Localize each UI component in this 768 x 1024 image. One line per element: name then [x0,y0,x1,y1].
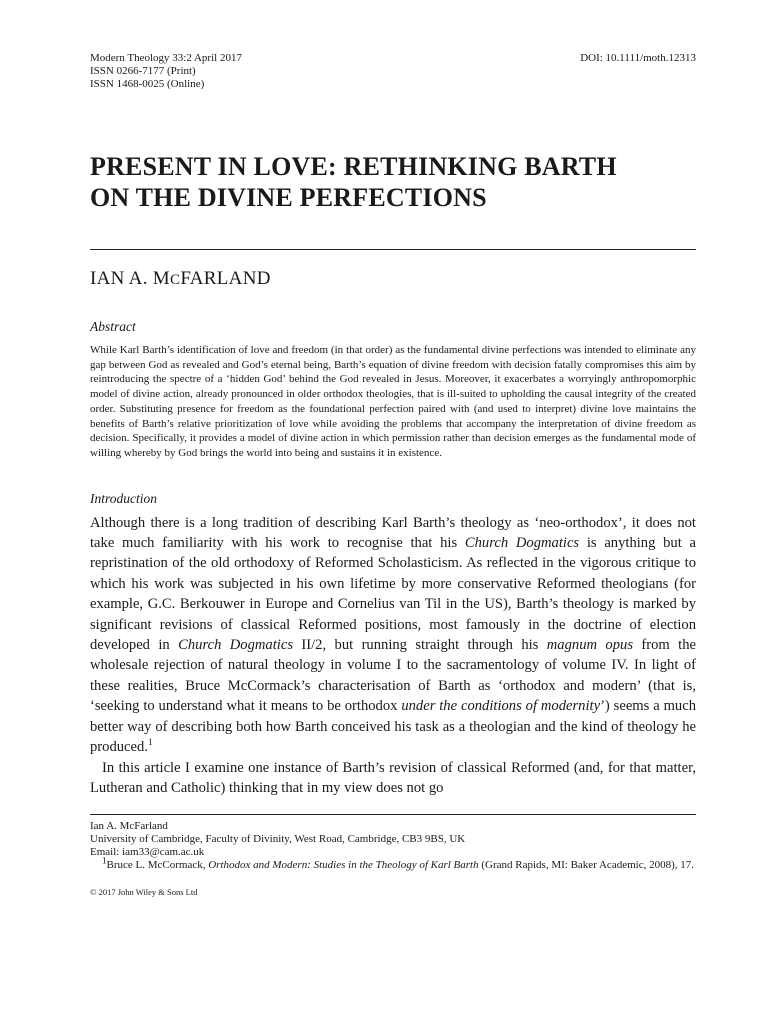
article-page [90,52,696,899]
footnote-1 [90,855,696,872]
footer-author-name: Ian A. McFarland [90,820,168,833]
issn-print: ISSN 0266-7177 (Print) [90,65,196,77]
copyright: © 2017 John Wiley & Sons Ltd [90,887,198,898]
doi[interactable]: DOI: 10.1111/moth.12313 [580,52,696,64]
text-run: Although there is a long tradition of describing Karl Barth’s theology as ‘neo-orthodox’, it does not take much familiarity with his work to recognise that his [90,514,696,552]
paragraph-2: In this article I examine one instance of Barth’s revision of classical Reformed (and, for that matter, Lutheran and Catholic) thinking that in my view does not go [90,759,696,796]
title-line-1: PRESENT IN LOVE: RETHINKING BARTH [90,152,617,181]
italic-run: under the conditions of modernity [401,698,601,715]
footer [90,820,696,899]
author-name-part2: C [170,272,181,288]
footnote-rest: (Grand Rapids, MI: Baker Academic, 2008), 17. [478,859,694,872]
text-run: ’) seems a much better way of describing both how Barth conceived his task as a theologian and the kind of theology he produced. [90,698,696,756]
italic-run: Church Dogmatics [464,535,580,552]
italic-run: magnum opus [546,637,633,654]
footer-affiliation: University of Cambridge, Faculty of Divinity, West Road, Cambridge, CB3 9BS, UK [90,833,466,846]
journal-citation: Modern Theology 33:2 April 2017 [90,52,242,64]
introduction-heading: Introduction [90,490,157,506]
footer-email[interactable]: Email: iam33@cam.ac.uk [90,846,205,859]
footnote-author: Bruce L. McCormack, [106,859,209,872]
abstract-heading: Abstract [90,319,136,334]
footnote-number: 1 [102,855,107,866]
journal-header [90,52,696,91]
text-run: II/2, but running straight through his [293,637,547,654]
footnote-divider [90,814,696,815]
title-divider [90,249,696,250]
abstract-text: While Karl Barth’s identification of love and freedom (in that order) as the fundamental divine perfections was intended to eliminate any gap between God as revealed and God’s eternal being, Barth’s equation of divine freedom with decision fatally compromises this aim by reintroducing the spectre of a ‘hidden God’ behind the God revealed in Jesus. Moreover, it exacerbates a worryingly anthropomorphic model of divine action, already pronounced in older orthodox theologies, that is ill-suited to upholding the causal integrity of the created order. Substituting presence for freedom as the foundational perfection paired with (and used to interpret) divine love maintains the benefits of Barth’s relative prioritization of love while avoiding the problems that accompany the interpretation of divine freedom as decision. Specifically, it provides a model of divine action in which permission rather than decision emerges as the fundamental mode of willing whereby by God brings the world into being and sustains it in existence. [90,344,696,459]
author-name [90,268,696,290]
author-name-part1: IAN A. M [90,268,170,289]
text-run: from the wholesale rejection of natural theology in volume I to the sacramentology of volume IV. In light of these realities, Bruce McCormack’s characterisation of Barth as ‘orthodox and modern’ (that is, ‘seeking to understand what it means to be orthodox [90,637,696,715]
issn-online: ISSN 1468-0025 (Online) [90,78,205,90]
footnote-title: Orthodox and Modern: Studies in the Theology of Karl Barth [208,859,479,872]
paragraph-1 [90,513,696,758]
text-run: is anything but a repristination of the old orthodoxy of Reformed Scholasticism. As reflected in the vigorous critique to which his work was subjected in his own lifetime by more conservative Reformed theologians (for example, G.C. Berkouwer in Europe and Cornelius van Til in the US), Barth’s theology is marked by significant revisions of classical Reformed positions, most famously in the doctrine of election developed in [90,535,697,654]
footnote-reference[interactable]: 1 [147,737,153,748]
title-line-2: ON THE DIVINE PERFECTIONS [90,183,487,212]
article-title [90,151,696,213]
journal-info [90,52,242,91]
italic-run: Church Dogmatics [178,637,293,654]
introduction-body [90,513,696,799]
author-name-part3: FARLAND [180,268,271,289]
